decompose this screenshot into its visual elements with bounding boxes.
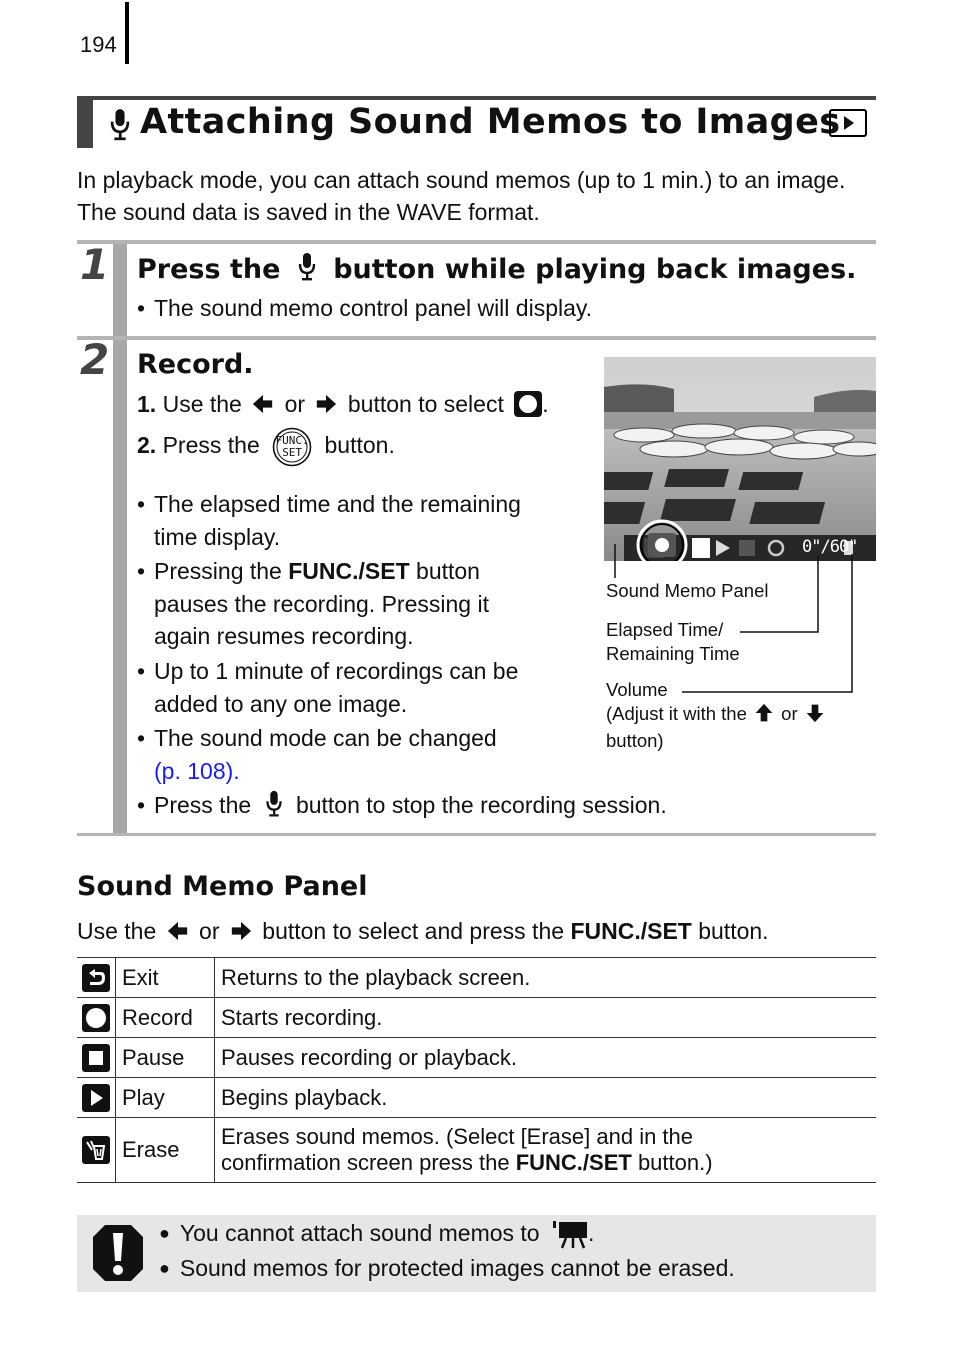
func-icon-label: FUNC.: [275, 434, 309, 447]
table-cell-name: Record: [116, 998, 215, 1038]
section-heading: Sound Memo Panel: [77, 871, 368, 902]
title-rule: [77, 96, 876, 100]
substep-text: Press the: [162, 432, 260, 458]
bullet-line: time display.: [154, 523, 281, 550]
page-number-bar: [125, 2, 129, 64]
caution-box: [77, 1215, 876, 1292]
microphone-icon: [296, 252, 318, 282]
page-reference-link[interactable]: (p. 108).: [154, 757, 240, 784]
caution-note-1: ● You cannot attach sound memos to .: [159, 1217, 594, 1257]
callout-line: (Adjust it with the: [606, 703, 747, 724]
left-arrow-icon: [167, 918, 189, 950]
table-cell-name: Play: [116, 1078, 215, 1118]
right-arrow-icon: [230, 918, 252, 950]
step2-bullet-2: • Pressing the FUNC./SET button pauses the recording. Pressing it again resumes recording.: [137, 555, 577, 653]
step2-number: 2: [80, 335, 110, 384]
camera-screen-photo: [604, 357, 876, 561]
bullet-line: Up to 1 minute of recordings can be: [154, 658, 519, 684]
playback-mode-icon: [829, 109, 867, 137]
sound-memo-panel-table: [77, 957, 876, 1183]
left-arrow-icon: [252, 391, 274, 423]
intro-text: Use the: [77, 918, 157, 944]
desc-line: Erases sound memos. (Select [Erase] and in the: [221, 1124, 694, 1149]
down-arrow-icon: [805, 703, 825, 729]
table-cell-desc: Starts recording.: [215, 998, 877, 1038]
microphone-icon: [108, 108, 132, 142]
func-set-button-icon: [272, 427, 312, 467]
note-text: You cannot attach sound memos to: [179, 1220, 540, 1246]
microphone-icon: [264, 790, 284, 827]
step1-rule: [77, 240, 876, 244]
callout-line: button): [606, 730, 664, 751]
step1-number: 1: [80, 240, 110, 289]
substep-number: 2.: [137, 432, 157, 458]
record-icon: [514, 391, 542, 417]
exit-icon: [77, 958, 116, 998]
step2-substep-2: [137, 427, 395, 467]
substep-text: button.: [324, 432, 395, 458]
table-cell-name: Exit: [116, 958, 215, 998]
step2-sidebar: [113, 340, 127, 834]
func-set-label: FUNC./SET: [288, 558, 410, 584]
table-cell-desc: Returns to the playback screen.: [215, 958, 877, 998]
caution-note-2: ● Sound memos for protected images cannot be erased.: [159, 1255, 735, 1281]
func-set-label: FUNC./SET: [515, 1150, 632, 1175]
table-cell-desc: Begins playback.: [215, 1078, 877, 1118]
page-number: 194: [80, 32, 117, 57]
callout-volume: [606, 678, 827, 753]
panel-time-readout: 0"/60": [802, 537, 858, 557]
step2-substep-1: [137, 388, 549, 423]
table-cell-name: Erase: [116, 1118, 215, 1183]
bullet-line: The elapsed time and the remaining: [154, 491, 521, 517]
desc-line: confirmation screen press the: [221, 1150, 516, 1175]
right-arrow-icon: [315, 391, 337, 423]
substep-number: 1.: [137, 391, 157, 417]
func-set-label: FUNC./SET: [570, 918, 692, 944]
step2-rule: [77, 336, 876, 340]
callout-sound-memo-panel: Sound Memo Panel: [606, 580, 769, 601]
bullet-line: The sound mode can be changed: [154, 725, 497, 751]
step1-bullet: • The sound memo control panel will display.: [137, 295, 593, 321]
callout-line: Volume: [606, 679, 668, 700]
pause-icon: [77, 1038, 116, 1078]
record-icon: [77, 998, 116, 1038]
bullet-line: pauses the recording. Pressing it: [154, 590, 489, 617]
title-accent-bar: [77, 100, 93, 148]
step2-heading: Record.: [137, 349, 254, 380]
step2-bullet-1: • The elapsed time and the remaining time display.: [137, 488, 577, 553]
table-row: [77, 998, 876, 1038]
callout-line: Elapsed Time/: [606, 619, 724, 640]
substep-text: Use the: [162, 391, 242, 417]
intro-text: In playback mode, you can attach sound memos (up to 1 min.) to an image. The sound data is saved in the WAVE format.: [77, 167, 846, 225]
step2-bullet-3: • Up to 1 minute of recordings can be added to any one image.: [137, 655, 577, 720]
bullet-line: again resumes recording.: [154, 623, 414, 649]
step1-sidebar: [113, 244, 127, 336]
callout-or: or: [781, 703, 798, 724]
step1-heading-post: button while playing back images.: [333, 254, 857, 285]
step2-bullet-4: • The sound mode can be changed (p. 108).: [137, 722, 577, 787]
table-cell-name: Pause: [116, 1038, 215, 1078]
substep-text: button to select: [347, 391, 504, 417]
step1-bullet-text: The sound memo control panel will display.: [154, 295, 593, 321]
intro-text: button.: [691, 918, 769, 944]
bullet-line: button to stop the recording session.: [295, 792, 667, 818]
table-row: [77, 1038, 876, 1078]
substep-or: or: [284, 391, 306, 417]
table-row: [77, 1118, 876, 1183]
bullet-line: Pressing the: [154, 558, 289, 584]
substep-end: .: [542, 391, 549, 417]
callout-elapsed-time: [606, 618, 740, 666]
intro-text: button to select and press the: [262, 918, 571, 944]
note-end: .: [588, 1220, 595, 1246]
bullet-line: button: [409, 558, 480, 584]
erase-icon: [77, 1118, 116, 1183]
set-icon-label: SET: [282, 446, 303, 459]
intro-or: or: [199, 918, 220, 944]
table-cell-desc: Pauses recording or playback.: [215, 1038, 877, 1078]
step2-bullet-5: • Press the button to stop the recording session.: [137, 789, 867, 827]
table-cell-desc: [215, 1118, 877, 1183]
step1-heading-pre: Press the: [137, 254, 281, 285]
bullet-line: Press the: [154, 792, 252, 818]
note-text: Sound memos for protected images cannot be erased.: [179, 1255, 735, 1281]
bullet-line: added to any one image.: [154, 690, 408, 717]
callout-line: Remaining Time: [606, 643, 740, 664]
caution-icon: [91, 1223, 145, 1288]
play-icon: [77, 1078, 116, 1118]
table-row: [77, 958, 876, 998]
desc-line: button.): [631, 1150, 713, 1175]
table-row: [77, 1078, 876, 1118]
up-arrow-icon: [754, 703, 774, 729]
page-title: Attaching Sound Memos to Images: [140, 102, 841, 142]
step2-bottom-rule: [77, 833, 876, 836]
step1-heading: [137, 252, 856, 285]
section-intro: [77, 915, 769, 950]
